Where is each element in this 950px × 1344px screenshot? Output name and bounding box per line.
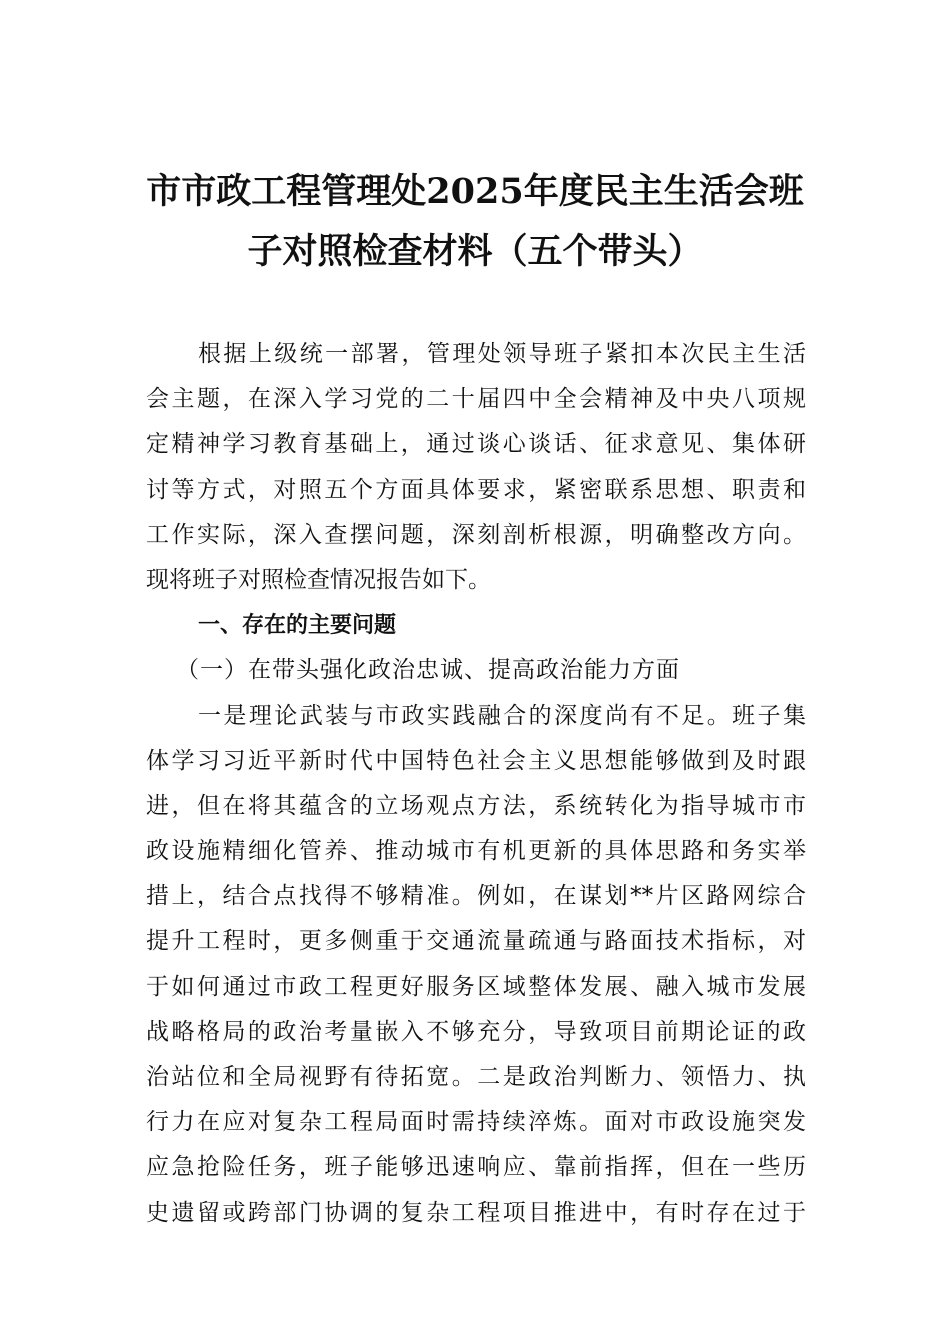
intro-line: 根据上级统一部署，管理处领导班子紧扣本次民主生活 xyxy=(198,341,806,367)
section-heading: 一、存在的主要问题 xyxy=(198,613,397,639)
document-title-line-1: 市市政工程管理处2025年度民主生活会班 xyxy=(146,171,804,212)
paragraph-line: 行力在应对复杂工程局面时需持续淬炼。面对市政设施突发 xyxy=(146,1109,806,1136)
paragraph-line: 于如何通过市政工程更好服务区域整体发展、融入城市发展 xyxy=(146,973,806,1000)
paragraph-line: 措上，结合点找得不够精准。例如，在谋划**片区路网综合 xyxy=(146,883,806,910)
intro-line: 讨等方式，对照五个方面具体要求，紧密联系思想、职责和 xyxy=(146,476,806,503)
paragraph-line: 提升工程时，更多侧重于交通流量疏通与路面技术指标，对 xyxy=(146,928,806,955)
paragraph-line: 体学习习近平新时代中国特色社会主义思想能够做到及时跟 xyxy=(146,747,806,774)
intro-line: 工作实际，深入查摆问题，深刻剖析根源，明确整改方向。 xyxy=(146,521,806,548)
document-body xyxy=(146,332,806,1236)
document-title-line-2: 子对照检查材料（五个带头） xyxy=(247,231,703,272)
intro-line: 定精神学习教育基础上，通过谈心谈话、征求意见、集体研 xyxy=(146,431,806,458)
subsection-heading: （一）在带头强化政治忠诚、提高政治能力方面 xyxy=(176,657,680,684)
paragraph-line: 战略格局的政治考量嵌入不够充分，导致项目前期论证的政 xyxy=(146,1018,806,1045)
intro-line: 现将班子对照检查情况报告如下。 xyxy=(146,566,491,593)
paragraph-line: 政设施精细化管养、推动城市有机更新的具体思路和务实举 xyxy=(146,838,806,865)
paragraph-line: 进，但在将其蕴含的立场观点方法，系统转化为指导城市市 xyxy=(146,792,806,819)
paragraph-line: 史遗留或跨部门协调的复杂工程项目推进中，有时存在过于 xyxy=(146,1199,806,1226)
paragraph-line: 一是理论武装与市政实践融合的深度尚有不足。班子集 xyxy=(198,702,806,729)
paragraph-line: 应急抢险任务，班子能够迅速响应、靠前指挥，但在一些历 xyxy=(146,1154,806,1181)
intro-line: 会主题，在深入学习党的二十届四中全会精神及中央八项规 xyxy=(146,386,806,413)
paragraph-line: 治站位和全局视野有待拓宽。二是政治判断力、领悟力、执 xyxy=(146,1064,806,1090)
